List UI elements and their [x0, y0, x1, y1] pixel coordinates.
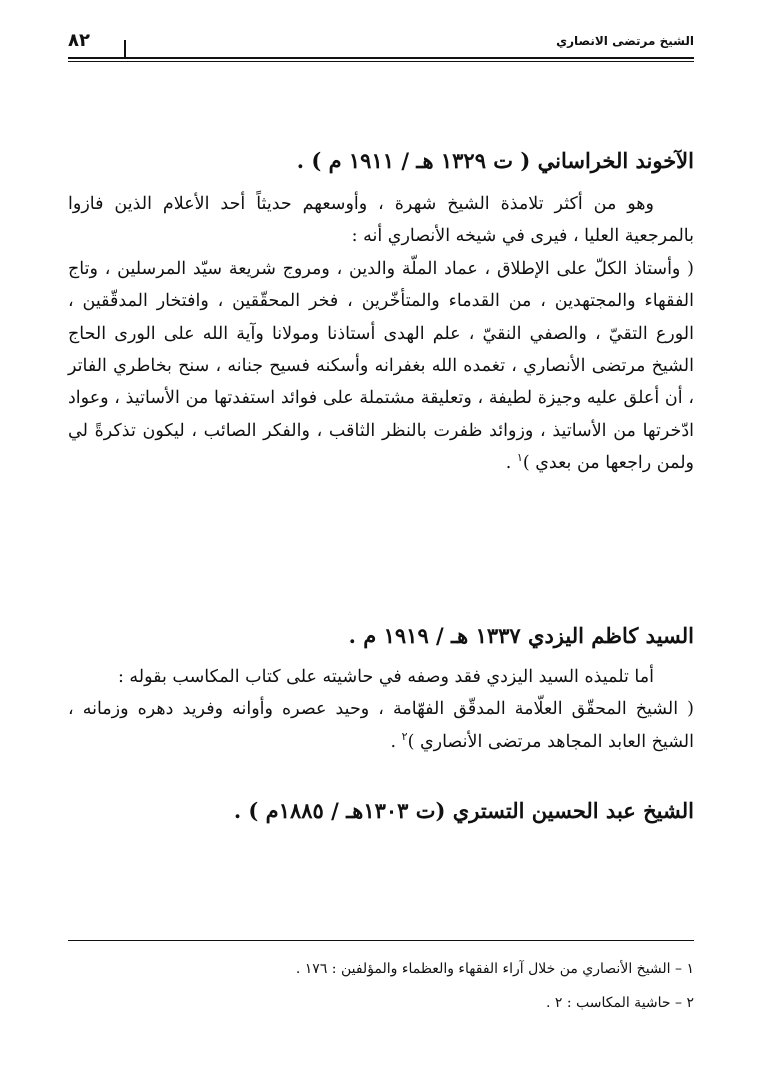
paragraph: أما تلميذه السيد اليزدي فقد وصفه في حاشيته على كتاب المكاسب بقوله : — [117, 667, 654, 687]
footnotes — [68, 952, 694, 1020]
footnote-divider — [68, 940, 694, 941]
footnote-2: ٢ – حاشية المكاسب : ٢ . — [545, 995, 694, 1011]
page-number: ٨٢ — [68, 30, 90, 51]
quote-text: ( الشيخ المحقّق العلّامة المدقّق الفهّامة ، وحيد عصره وأوانه وفريد دهره وزمانه ، الشيخ العابد المجاهد مرتضى الأنصاري ) — [68, 699, 694, 752]
footnote-1: ١ – الشيخ الأنصاري من خلال آراء الفقهاء والعظماء والمؤلفين : ١٧٦ . — [295, 961, 694, 977]
footnote-marker: ١ — [516, 451, 523, 465]
header-rule — [68, 57, 694, 59]
section-heading: الآخوند الخراساني ( ت ١٣٢٩ هـ / ١٩١١ م ) . — [296, 148, 694, 173]
paragraph: وهو من أكثر تلامذة الشيخ شهرة ، وأوسعهم حديثاً أحد الأعلام الذين فازوا بالمرجعية العليا ، فيرى في شيخه الأنصاري أنه : — [68, 194, 694, 247]
section-body — [68, 661, 694, 758]
section-heading: السيد كاظم اليزدي ١٣٣٧ هـ / ١٩١٩ م . — [348, 623, 694, 648]
page-header — [68, 30, 694, 64]
closing-punct: . — [390, 731, 402, 752]
running-title: الشيخ مرتضى الانصاري — [556, 34, 694, 48]
closing-punct: . — [505, 453, 517, 474]
footnote-marker: ٢ — [401, 729, 408, 743]
section-akhund — [68, 146, 694, 480]
section-heading: الشيخ عبد الحسين التستري (ت ١٣٠٣هـ / ١٨٨٥م ) . — [233, 798, 694, 823]
section-yazdi — [68, 621, 694, 758]
header-tick — [124, 40, 126, 58]
section-tustari — [68, 796, 694, 826]
section-body — [68, 188, 694, 480]
quote-paragraph — [68, 693, 694, 758]
quote-paragraph — [68, 253, 694, 480]
quote-text: ( وأستاذ الكلّ على الإطلاق ، عماد الملّة والدين ، ومروج شريعة سيّد المرسلين ، وتاج الفقهاء والمجتهدين ، من القدماء والمتأخّرين ، فخر المحقّقين ، وافتخار المدقّقين ، الورع التقيّ ، والصفي النقيّ ، علم الهدى أستاذنا ومولانا وآية الله على الورى الحاج الشيخ مرتضى الأنصاري ، تغمده الله بغفرانه وأسكنه فسيح جنانه ، سنح بخاطري الفاتر ، أن أعلق عليه وجيزة لطيفة ، وتعليقة مشتملة على فوائد استفدتها من الأساتيذ ، وعواد ادّخرتها من الأساتيذ ، وزوائد ظفرت بالنظر الثاقب ، والفكر الصائب ، ليكون تذكرةً لي ولمن راجعها من بعدي ) — [68, 258, 694, 474]
header-rule-thin — [68, 61, 694, 62]
